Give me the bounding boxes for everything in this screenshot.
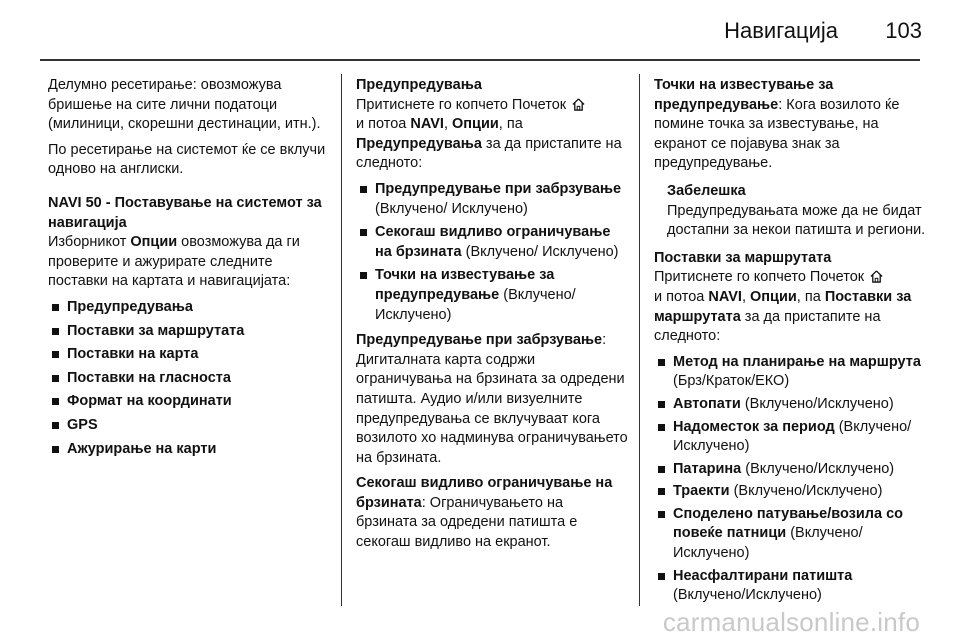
note-box [654,182,926,241]
paragraph-warnings-access: Притиснете го копчето Почеток и потоа NAVI, Опции, па Предупредувања за да пристапите на следното: [356,96,622,172]
list-item: Споделено патување/возила со повеќе патници (Вклучено/ Исклучено) [654,505,926,564]
options-list [48,298,330,459]
list-item: Надоместок за период (Вклучено/ Исклучено) [654,418,926,457]
page-number: 103 [885,18,922,43]
route-settings-list [654,353,926,606]
list-item: Поставки на гласноста [48,369,330,389]
warnings-list [356,180,628,325]
home-icon [870,270,883,283]
list-item: Поставки на карта [48,345,330,365]
paragraph-route-access: Притиснете го копчето Почеток и потоа NAVI, Опции, па Поставки за маршрутата за да пристапите на следното: [654,269,912,345]
column-1 [48,76,330,465]
list-item: Патарина (Вклучено/Исклучено) [654,460,926,480]
list-item: Ажурирање на карти [48,440,330,460]
watermark: carmanualsonline.info [662,607,920,637]
section-heading-navi50: NAVI 50 - Поставување на системот за навигација [48,194,322,231]
list-item: Предупредување при забрзување (Вклучено/ Исклучено) [356,180,628,219]
paragraph-warning-points: Точки на известување за предупредување: Кога возилото ќе помине точка за известување, на екранот се појавува знак за предупредување. [654,77,900,172]
paragraph-options-intro: Изборникот Опции овозможува да ги проверите и ажурирате следните поставки на картата и навигацијата: [48,234,300,290]
list-item: Траекти (Вклучено/Исклучено) [654,482,926,502]
list-item: Предупредувања [48,298,330,318]
list-item: Формат на координати [48,392,330,412]
home-icon [572,98,585,111]
column-2 [356,76,628,559]
header-rule [40,59,920,61]
column-3 [654,76,926,612]
paragraph-reset-language: По ресетирање на системот ќе се вклучи одново на англиски. [48,141,326,178]
list-item: GPS [48,416,330,436]
list-item: Метод на планирање на маршрута (Брз/Краток/ЕКО) [654,353,926,392]
column-divider-1 [341,74,342,606]
paragraph-speed-limit-visible: Секогаш видливо ограничување на брзината: Ограничувањето на брзината за одредени патишта е секогаш видливо на екранот. [356,475,613,551]
page-header [0,0,960,62]
list-item: Автопати (Вклучено/Исклучено) [654,395,926,415]
note-text: Предупредувањата може да не бидат достапни за некои патишта и региони. [667,202,926,239]
paragraph-speeding-warning: Предупредување при забрзување: Дигиталната карта содржи ограничувања на брзината за одредени патишта. Аудио и/или визуелните предупредувања се вклучуваат кога возилото хо надминува ограничувањето на брзината. [356,332,628,466]
note-title: Забелешка [667,182,746,199]
section-heading-route-settings: Поставки за маршрутата [654,249,832,266]
chapter-title: Навигација [724,18,838,43]
list-item: Поставки за маршрутата [48,322,330,342]
list-item: Точки на известување за предупредување (Вклучено/ Исклучено) [356,266,628,325]
column-divider-2 [639,74,640,606]
list-item: Секогаш видливо ограничување на брзината (Вклучено/ Исклучено) [356,223,628,262]
section-heading-warnings: Предупредувања [356,77,482,93]
paragraph-partial-reset: Делумно ресетирање: овозможува бришење на сите лични податоци (милиници, скорешни дестинации, итн.). [48,77,321,133]
list-item: Неасфалтирани патишта (Вклучено/Исклучено) [654,567,926,606]
